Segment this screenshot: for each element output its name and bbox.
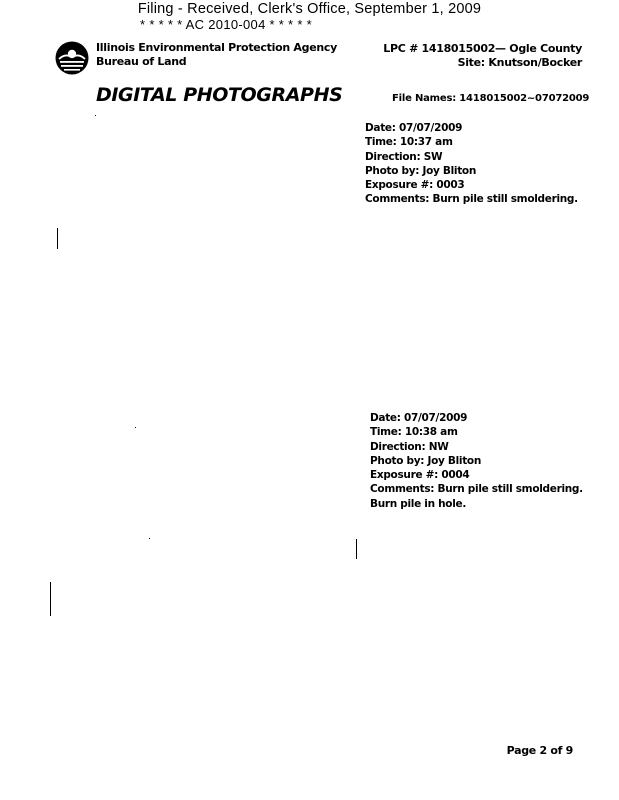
- scan-dot: [135, 427, 136, 428]
- photo-exposure: Exposure #: 0004: [370, 469, 470, 482]
- photo-info-2: [370, 411, 583, 511]
- photo-time: Time: 10:37 am: [365, 136, 453, 149]
- photo-by: Photo by: Joy Bliton: [365, 164, 477, 177]
- scan-mark: [57, 228, 58, 249]
- scan-mark: [356, 539, 357, 559]
- site-block: [383, 42, 582, 70]
- file-names: File Names: 1418015002~07072009: [392, 93, 590, 104]
- photo-date: Date: 07/07/2009: [370, 412, 468, 424]
- illinois-epa-logo-icon: [55, 41, 89, 75]
- photo-comments: Comments: Burn pile still smoldering.: [370, 483, 583, 496]
- filing-stamp: Filing - Received, Clerk's Office, September 1, 2009: [137, 1, 482, 17]
- bureau-name: Bureau of Land: [96, 55, 187, 68]
- photo-time: Time: 10:38 am: [370, 426, 458, 439]
- photo-info-1: [365, 121, 578, 207]
- photo-direction: Direction: NW: [370, 440, 449, 453]
- lpc-number: LPC # 1418015002— Ogle County: [383, 42, 582, 55]
- photo-date: Date: 07/07/2009: [365, 122, 463, 134]
- scan-dot: [149, 538, 150, 539]
- scan-mark: [50, 582, 51, 616]
- photo-comments-continued: Burn pile in hole.: [370, 497, 467, 510]
- case-number-stamp: * * * * * AC 2010-004 * * * * *: [140, 17, 312, 32]
- agency-block: [96, 41, 337, 69]
- scan-dot: [95, 115, 96, 116]
- site-name: Site: Knutson/Bocker: [457, 56, 582, 69]
- photo-by: Photo by: Joy Bliton: [370, 454, 482, 467]
- photo-direction: Direction: SW: [365, 150, 443, 163]
- agency-name: Illinois Environmental Protection Agency: [96, 41, 337, 54]
- photo-comments: Comments: Burn pile still smoldering.: [365, 193, 578, 206]
- page-number: Page 2 of 9: [506, 744, 573, 757]
- document-title: DIGITAL PHOTOGRAPHS: [96, 84, 343, 106]
- photo-exposure: Exposure #: 0003: [365, 179, 465, 192]
